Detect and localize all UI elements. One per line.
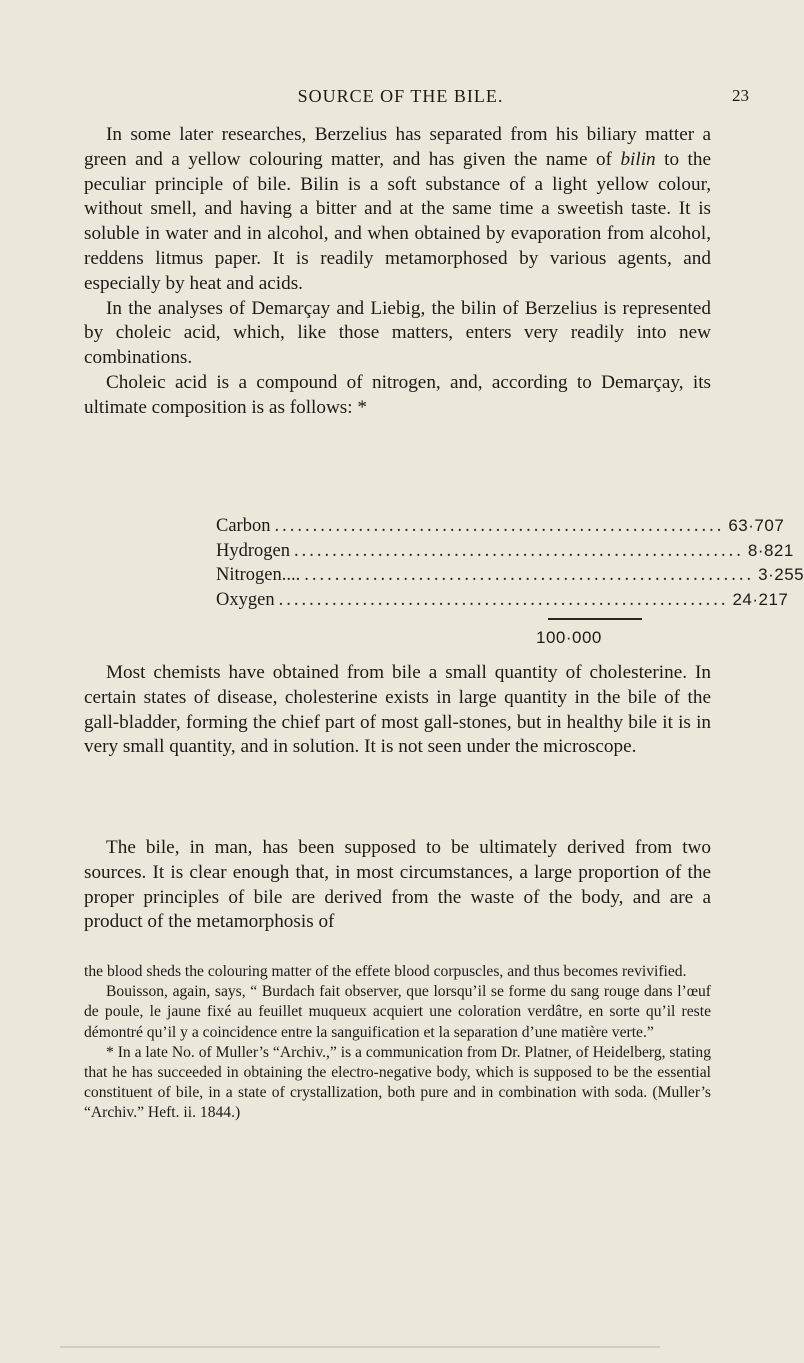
element-value: 63·707 <box>728 516 785 535</box>
leader-dots: ........................................................... <box>304 565 755 586</box>
footnote-continuation: the blood sheds the colouring matter of the effete blood corpuscles, and thus becomes revivified. <box>84 963 687 980</box>
leader-dots: ........................................................... <box>278 589 729 610</box>
paragraph-berzelius <box>84 123 711 297</box>
paragraph-sources: The bile, in man, has been supposed to be ultimately derived from two sources. It is clear enough that, in most circumstances, a large proportion of the proper principles of bile are derived from the waste of the body, and are a product of the metamorphosis of <box>84 837 711 933</box>
composition-table <box>216 516 804 647</box>
paragraph-text: In some later researches, Berzelius has separated from his biliary matter a green and a yellow colouring matter, and has given the name of <box>84 124 711 170</box>
paragraph-cholesterine: Most chemists have obtained from bile a small quantity of cholesterine. In certain states of disease, cholesterine exists in large quantity in the bile of the gall-bladder, forming the chief part of most gall-stones, but in healthy bile it is in very small quantity, and in solution. It is not seen under the microscope. <box>84 662 711 758</box>
cholesterine-section <box>84 661 711 760</box>
table-row <box>216 589 789 615</box>
element-value: 3·255 <box>758 565 804 585</box>
paragraph-choleic-acid: Choleic acid is a compound of nitrogen, and, according to Demarçay, its ultimate composition is as follows: * <box>84 371 711 418</box>
footnote-muller: * In a late No. of Muller’s “Archiv.,” is a communication from Dr. Platner, of Heidelberg, stating that he has succeeded in obtaining the electro-negative body, which is supposed to be the essential constituent of bile, in a state of crystallization, both pure and in combination with soda. (Muller’s “Archiv.” Heft. ii. 1844.) <box>84 1043 711 1122</box>
leader-dots: ........................................................... <box>274 516 725 536</box>
running-header <box>0 82 801 108</box>
sum-rule <box>548 618 642 620</box>
term-bilin: bilin <box>620 148 656 170</box>
element-value: 24·217 <box>732 589 789 609</box>
sources-section <box>84 836 711 935</box>
paragraph-demarcay: In the analyses of Demarçay and Liebig, the bilin of Berzelius is represented by choleic acid, which, like those matters, enters very readily into new combinations. <box>84 297 711 369</box>
element-value: 8·821 <box>747 540 794 560</box>
paragraph-text: to the peculiar principle of bile. Bilin is a soft substance of a light yellow colour, without smell, and having a bitter and at the same time a sweetish taste. It is soluble in water and in alcohol, and when obtained by evaporation from alcohol, reddens litmus paper. It is readily metamorphosed by various agents, and especially by heat and acids. <box>84 148 711 294</box>
table-row <box>216 540 794 566</box>
footnotes <box>84 962 711 1124</box>
composition-total: 100·000 <box>536 628 602 647</box>
leader-dots: ........................................................... <box>293 540 744 561</box>
page-number: 23 <box>732 86 749 105</box>
page-edge-shadow <box>60 1346 660 1348</box>
element-name: Oxygen <box>216 589 275 610</box>
element-name: Nitrogen.... <box>216 565 301 586</box>
table-row <box>216 516 785 541</box>
element-name: Carbon <box>216 516 271 536</box>
intro-section <box>84 123 711 421</box>
footnote-bouisson: Bouisson, again, says, “ Burdach fait observer, que lorsqu’il se forme du sang rouge dans l’œuf de poule, le jaune fixé au feuillet muqueux acquiert une coloration verdâtre, en sorte qu’il reste démontré qu’il y a coincidence entre la sanguification et la separation d’une matière verte.” <box>84 983 711 1041</box>
element-name: Hydrogen <box>216 540 290 561</box>
running-title: SOURCE OF THE BILE. <box>297 86 504 106</box>
table-row <box>216 565 804 590</box>
